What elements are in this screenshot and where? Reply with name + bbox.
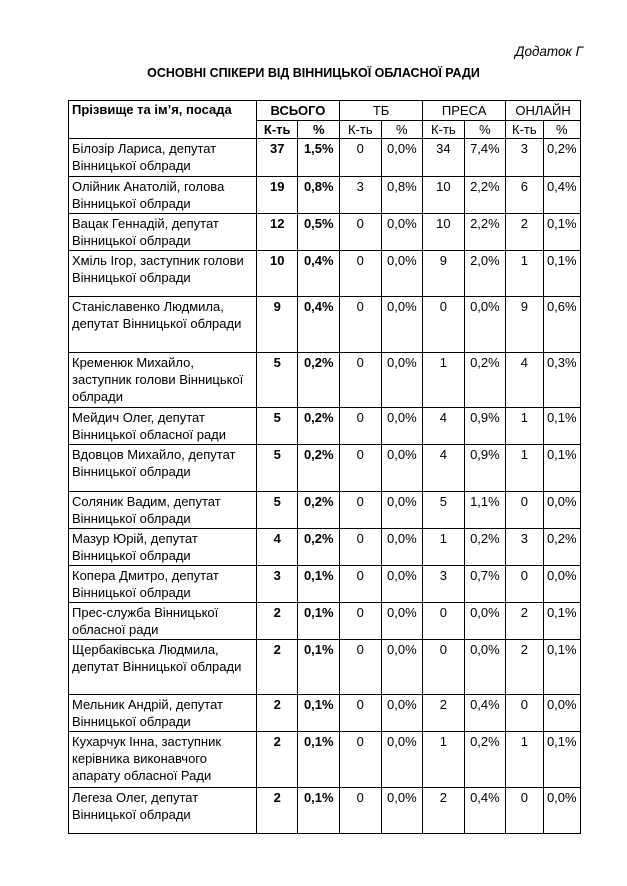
press-count-cell: 0 <box>423 603 465 640</box>
online-percent-cell: 0,0% <box>543 566 580 603</box>
online-count-cell: 2 <box>506 214 543 251</box>
group-header-press: ПРЕСА <box>423 101 506 121</box>
table-row <box>69 695 581 732</box>
total-percent-cell: 0,4% <box>298 251 340 297</box>
table-body <box>69 139 581 834</box>
online-count-cell: 1 <box>506 445 543 492</box>
press-percent-cell: 0,0% <box>464 297 506 353</box>
sub-header-percent: % <box>298 121 340 139</box>
speaker-name-cell: Кременюк Михайло, заступник голови Вінницької облради <box>69 353 257 408</box>
tv-count-cell: 0 <box>340 695 382 732</box>
online-count-cell: 3 <box>506 529 543 566</box>
press-percent-cell: 1,1% <box>464 492 506 529</box>
sub-header-count: К-ть <box>423 121 465 139</box>
press-count-cell: 1 <box>423 529 465 566</box>
press-count-cell: 5 <box>423 492 465 529</box>
group-header-online: ОНЛАЙН <box>506 101 581 121</box>
press-percent-cell: 0,2% <box>464 732 506 788</box>
press-count-cell: 1 <box>423 353 465 408</box>
tv-count-cell: 0 <box>340 640 382 695</box>
tv-percent-cell: 0,0% <box>381 492 423 529</box>
table-row <box>69 603 581 640</box>
sub-header-count: К-ть <box>506 121 543 139</box>
online-percent-cell: 0,4% <box>543 177 580 214</box>
table-row <box>69 251 581 297</box>
tv-percent-cell: 0,0% <box>381 408 423 445</box>
total-percent-cell: 0,2% <box>298 408 340 445</box>
tv-percent-cell: 0,0% <box>381 640 423 695</box>
tv-percent-cell: 0,0% <box>381 603 423 640</box>
tv-count-cell: 0 <box>340 408 382 445</box>
total-percent-cell: 0,8% <box>298 177 340 214</box>
total-percent-cell: 0,1% <box>298 695 340 732</box>
sub-header-count: К-ть <box>340 121 382 139</box>
table-row <box>69 788 581 834</box>
speaker-name-cell: Білозір Лариса, депутат Вінницької облради <box>69 139 257 177</box>
total-percent-cell: 0,2% <box>298 353 340 408</box>
online-percent-cell: 0,1% <box>543 603 580 640</box>
group-header-tv: ТБ <box>340 101 423 121</box>
online-percent-cell: 0,1% <box>543 408 580 445</box>
total-percent-cell: 0,2% <box>298 445 340 492</box>
press-percent-cell: 0,0% <box>464 603 506 640</box>
speaker-name-cell: Кухарчук Інна, заступник керівника виконавчого апарату обласної Ради <box>69 732 257 788</box>
press-percent-cell: 2,0% <box>464 251 506 297</box>
press-percent-cell: 2,2% <box>464 214 506 251</box>
table-row <box>69 139 581 177</box>
tv-percent-cell: 0,0% <box>381 445 423 492</box>
online-percent-cell: 0,2% <box>543 139 580 177</box>
online-percent-cell: 0,0% <box>543 492 580 529</box>
sub-header-count: К-ть <box>256 121 298 139</box>
speaker-name-cell: Мельник Андрій, депутат Вінницької облради <box>69 695 257 732</box>
total-count-cell: 5 <box>256 445 298 492</box>
total-percent-cell: 0,2% <box>298 492 340 529</box>
press-percent-cell: 0,9% <box>464 408 506 445</box>
total-count-cell: 19 <box>256 177 298 214</box>
tv-percent-cell: 0,0% <box>381 214 423 251</box>
total-count-cell: 2 <box>256 732 298 788</box>
tv-percent-cell: 0,0% <box>381 695 423 732</box>
speaker-name-cell: Олійник Анатолій, голова Вінницької облради <box>69 177 257 214</box>
speaker-name-cell: Станіславенко Людмила, депутат Вінницької облради <box>69 297 257 353</box>
total-percent-cell: 0,1% <box>298 788 340 834</box>
total-count-cell: 9 <box>256 297 298 353</box>
name-column-header: Прізвище та ім’я, посада <box>69 101 257 139</box>
total-count-cell: 5 <box>256 492 298 529</box>
tv-percent-cell: 0,0% <box>381 297 423 353</box>
total-percent-cell: 0,2% <box>298 529 340 566</box>
total-count-cell: 2 <box>256 603 298 640</box>
press-count-cell: 2 <box>423 695 465 732</box>
total-count-cell: 12 <box>256 214 298 251</box>
tv-count-cell: 0 <box>340 353 382 408</box>
online-count-cell: 0 <box>506 492 543 529</box>
total-count-cell: 3 <box>256 566 298 603</box>
tv-count-cell: 0 <box>340 214 382 251</box>
press-percent-cell: 0,0% <box>464 640 506 695</box>
press-count-cell: 10 <box>423 177 465 214</box>
online-percent-cell: 0,0% <box>543 695 580 732</box>
press-percent-cell: 7,4% <box>464 139 506 177</box>
online-count-cell: 2 <box>506 603 543 640</box>
tv-count-cell: 0 <box>340 529 382 566</box>
press-count-cell: 4 <box>423 408 465 445</box>
online-percent-cell: 0,6% <box>543 297 580 353</box>
press-percent-cell: 2,2% <box>464 177 506 214</box>
total-count-cell: 4 <box>256 529 298 566</box>
tv-percent-cell: 0,0% <box>381 529 423 566</box>
online-count-cell: 0 <box>506 566 543 603</box>
online-count-cell: 4 <box>506 353 543 408</box>
online-count-cell: 9 <box>506 297 543 353</box>
group-header-total: ВСЬОГО <box>256 101 339 121</box>
online-count-cell: 1 <box>506 251 543 297</box>
tv-count-cell: 3 <box>340 177 382 214</box>
press-count-cell: 2 <box>423 788 465 834</box>
speaker-name-cell: Соляник Вадим, депутат Вінницької облради <box>69 492 257 529</box>
speaker-name-cell: Вдовцов Михайло, депутат Вінницької облради <box>69 445 257 492</box>
speaker-name-cell: Мазур Юрій, депутат Вінницької облради <box>69 529 257 566</box>
tv-count-cell: 0 <box>340 732 382 788</box>
table-row <box>69 566 581 603</box>
press-percent-cell: 0,7% <box>464 566 506 603</box>
tv-percent-cell: 0,0% <box>381 353 423 408</box>
tv-count-cell: 0 <box>340 492 382 529</box>
total-count-cell: 37 <box>256 139 298 177</box>
table-row <box>69 492 581 529</box>
press-percent-cell: 0,4% <box>464 788 506 834</box>
tv-percent-cell: 0,0% <box>381 788 423 834</box>
total-count-cell: 2 <box>256 640 298 695</box>
speaker-name-cell: Мейдич Олег, депутат Вінницької обласної ради <box>69 408 257 445</box>
total-percent-cell: 0,4% <box>298 297 340 353</box>
total-percent-cell: 0,1% <box>298 732 340 788</box>
online-count-cell: 0 <box>506 788 543 834</box>
table-row <box>69 297 581 353</box>
sub-header-percent: % <box>381 121 423 139</box>
online-percent-cell: 0,1% <box>543 214 580 251</box>
online-count-cell: 2 <box>506 640 543 695</box>
press-count-cell: 9 <box>423 251 465 297</box>
press-count-cell: 3 <box>423 566 465 603</box>
tv-count-cell: 0 <box>340 566 382 603</box>
total-percent-cell: 1,5% <box>298 139 340 177</box>
speakers-table <box>68 100 581 834</box>
total-percent-cell: 0,1% <box>298 566 340 603</box>
tv-count-cell: 0 <box>340 445 382 492</box>
online-percent-cell: 0,0% <box>543 788 580 834</box>
table-row <box>69 408 581 445</box>
total-percent-cell: 0,5% <box>298 214 340 251</box>
header-row-groups <box>69 101 581 121</box>
speaker-name-cell: Щербаківська Людмила, депутат Вінницької облради <box>69 640 257 695</box>
tv-percent-cell: 0,0% <box>381 566 423 603</box>
tv-percent-cell: 0,0% <box>381 251 423 297</box>
online-count-cell: 3 <box>506 139 543 177</box>
table-row <box>69 732 581 788</box>
tv-count-cell: 0 <box>340 603 382 640</box>
online-percent-cell: 0,1% <box>543 640 580 695</box>
table-row <box>69 214 581 251</box>
table-row <box>69 353 581 408</box>
press-percent-cell: 0,2% <box>464 353 506 408</box>
speaker-name-cell: Копера Дмитро, депутат Вінницької облради <box>69 566 257 603</box>
table-row <box>69 445 581 492</box>
speaker-name-cell: Вацак Геннадій, депутат Вінницької облради <box>69 214 257 251</box>
speaker-name-cell: Хміль Ігор, заступник голови Вінницької облради <box>69 251 257 297</box>
press-count-cell: 0 <box>423 297 465 353</box>
total-count-cell: 5 <box>256 353 298 408</box>
tv-count-cell: 0 <box>340 139 382 177</box>
tv-percent-cell: 0,0% <box>381 732 423 788</box>
press-percent-cell: 0,4% <box>464 695 506 732</box>
online-count-cell: 1 <box>506 732 543 788</box>
tv-count-cell: 0 <box>340 297 382 353</box>
online-percent-cell: 0,1% <box>543 732 580 788</box>
table-row <box>69 177 581 214</box>
sub-header-percent: % <box>543 121 580 139</box>
online-count-cell: 1 <box>506 408 543 445</box>
tv-percent-cell: 0,0% <box>381 139 423 177</box>
press-count-cell: 10 <box>423 214 465 251</box>
online-count-cell: 6 <box>506 177 543 214</box>
document-title: ОСНОВНІ СПІКЕРИ ВІД ВІННИЦЬКОЇ ОБЛАСНОЇ РАДИ <box>147 66 480 80</box>
press-percent-cell: 0,9% <box>464 445 506 492</box>
total-count-cell: 5 <box>256 408 298 445</box>
online-percent-cell: 0,3% <box>543 353 580 408</box>
total-count-cell: 2 <box>256 788 298 834</box>
speaker-name-cell: Прес-служба Вінницької обласної ради <box>69 603 257 640</box>
appendix-label: Додаток Г <box>514 44 583 59</box>
online-percent-cell: 0,2% <box>543 529 580 566</box>
online-percent-cell: 0,1% <box>543 251 580 297</box>
sub-header-percent: % <box>464 121 506 139</box>
press-count-cell: 4 <box>423 445 465 492</box>
speaker-name-cell: Легеза Олег, депутат Вінницької облради <box>69 788 257 834</box>
table-row <box>69 640 581 695</box>
tv-count-cell: 0 <box>340 251 382 297</box>
online-count-cell: 0 <box>506 695 543 732</box>
total-count-cell: 2 <box>256 695 298 732</box>
total-percent-cell: 0,1% <box>298 603 340 640</box>
total-count-cell: 10 <box>256 251 298 297</box>
tv-percent-cell: 0,8% <box>381 177 423 214</box>
press-count-cell: 0 <box>423 640 465 695</box>
table-row <box>69 529 581 566</box>
tv-count-cell: 0 <box>340 788 382 834</box>
press-count-cell: 34 <box>423 139 465 177</box>
press-count-cell: 1 <box>423 732 465 788</box>
online-percent-cell: 0,1% <box>543 445 580 492</box>
total-percent-cell: 0,1% <box>298 640 340 695</box>
press-percent-cell: 0,2% <box>464 529 506 566</box>
